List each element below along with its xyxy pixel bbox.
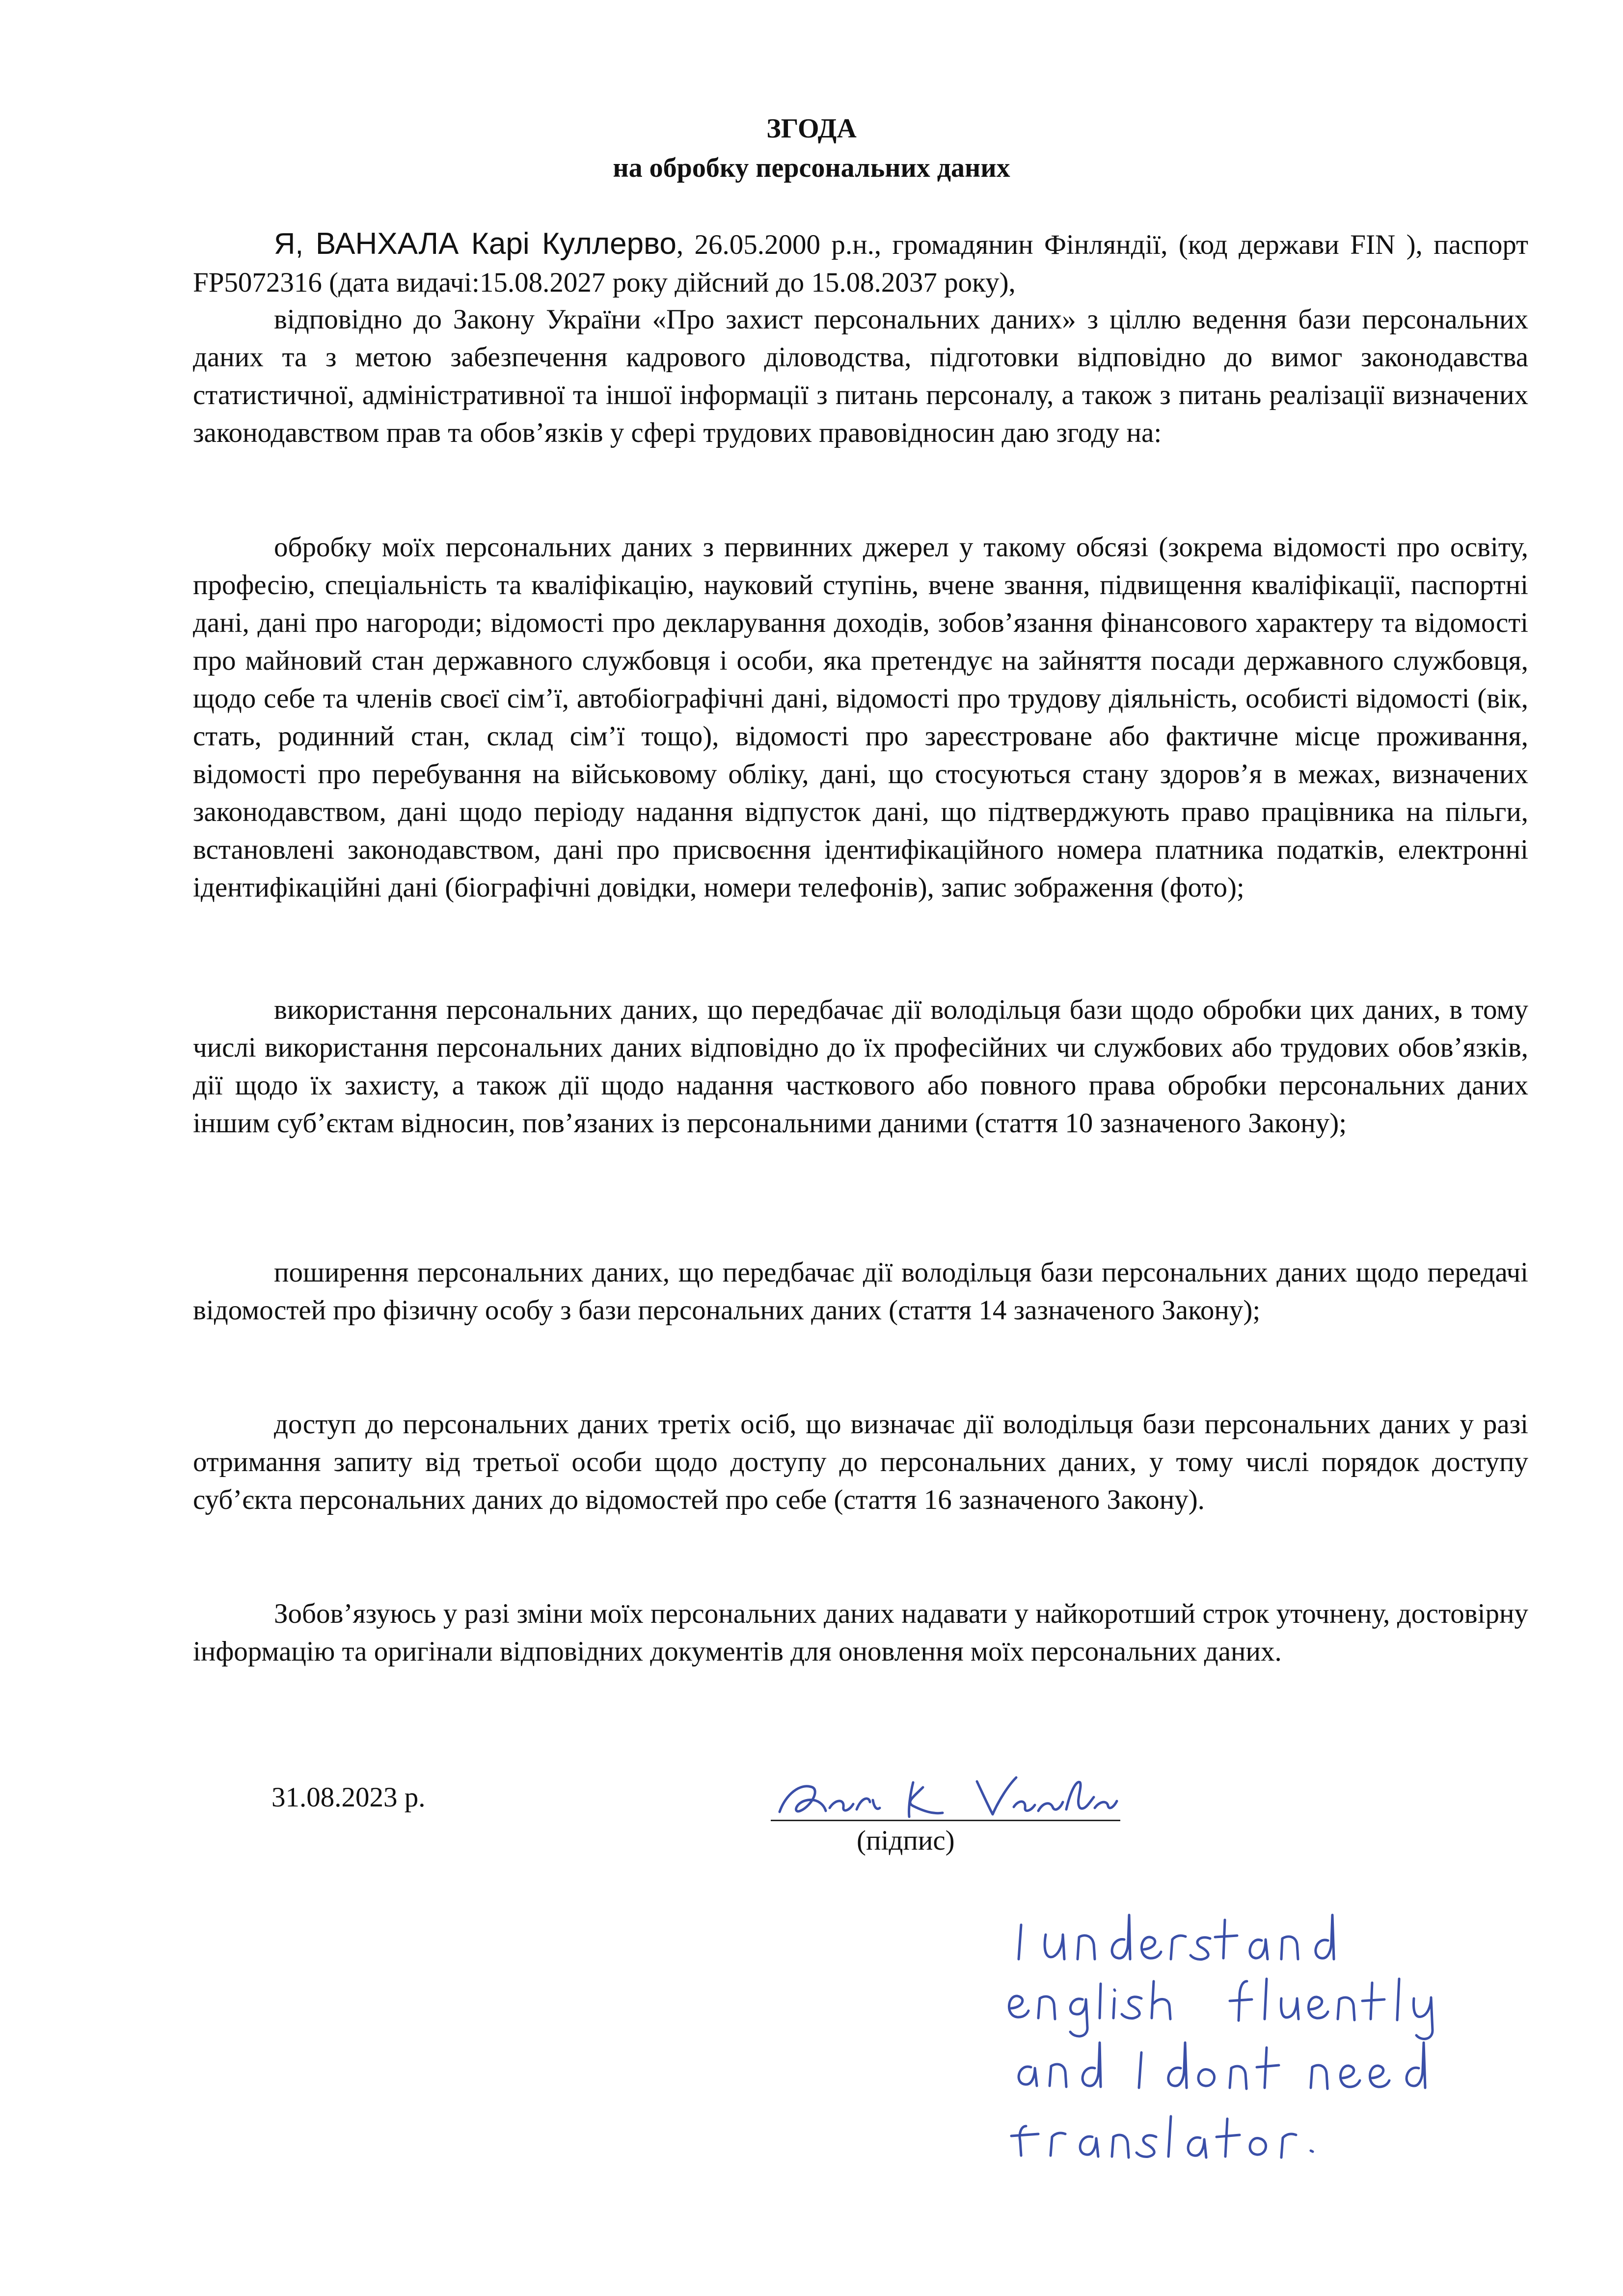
distribution-paragraph: поширення персональних даних, що передбачає дії володільця бази персональних даних щодо передачі відомостей про фізичну особу з бази персональних даних (стаття 14 зазначеного Закону); [193,1257,1528,1326]
document-subtitle: на обробку персональних даних [613,153,1010,183]
signature-caption: (підпис) [857,1825,955,1856]
intro-paragraph [193,225,1528,301]
document-date: 31.08.2023 р. [271,1782,426,1813]
handwritten-note [992,1895,1492,2200]
processing-paragraph: обробку моїх персональних даних з первинних джерел у такому обсязі (зокрема відомості про освіту, професію, спеціальність та кваліфікацію, науковий ступінь, вчене звання, підвищення кваліфікації, паспортні дані, дані про нагороди; відомості про декларування доходів, зобов’язання фінансового характеру та відомості про майновий стан державного службовця і особи, яка претендує на зайняття посади державного службовця, щодо себе та членів своєї сім’ї, автобіографічні дані, відомості про трудову діяльність, особисті відомості (вік, стать, родинний стан, склад сім’ї тощо), відомості про зареєстроване або фактичне місце проживання, відомості про перебування на військовому обліку, дані, що стосуються стану здоров’я в межах, визначених законодавством, дані щодо періоду надання відпусток дані, що підтверджують право працівника на пільги, встановлені законодавством, дані про присвоєння ідентифікаційного номера платника податків, електронні ідентифікаційні дані (біографічні довідки, номери телефонів), запис зображення (фото); [193,532,1528,903]
intro-lead: Я, [274,227,316,260]
signature-icon [766,1753,1129,1827]
access-paragraph: доступ до персональних даних третіх осіб, що визначає дії володільця бази персональних даних у разі отримання запиту від третьої особи щодо доступу до персональних даних, у тому числі порядок доступу суб’єкта персональних даних до відомостей про себе (стаття 16 зазначеного Закону). [193,1409,1528,1515]
signature-line [771,1820,1120,1821]
document-title: ЗГОДА [766,113,857,144]
intro-details: , 26.05.2000 р.н., громадянин Фінляндії, (код держави FIN ), паспорт FP5072316 (дата видачі:15.08.2027 року дійсний до 15.08.2037 року), [193,229,1528,298]
person-name: ВАНХАЛА Карі Куллерво [315,227,676,261]
law-paragraph: відповідно до Закону України «Про захист персональних даних» з ціллю ведення бази персональних даних та з метою забезпечення кадрового діловодства, підготовки відповідно до вимог законодавства статистичної, адміністративної та іншої інформації з питань персоналу, а також з питань реалізації визначених законодавством прав та обов’язків у сфері трудових правовідносин даю згоду на: [193,304,1528,448]
obligation-paragraph: Зобов’язуюсь у разі зміни моїх персональних даних надавати у найкоротший строк уточнену, достовірну інформацію та оригінали відповідних документів для оновлення моїх персональних даних. [193,1598,1528,1667]
use-paragraph: використання персональних даних, що передбачає дії володільця бази щодо обробки цих даних, в тому числі використання персональних даних відповідно до їх професійних чи службових або трудових обов’язків, дії щодо їх захисту, а також дії щодо надання часткового або повного права обробки персональних даних іншим суб’єктам відносин, пов’язаних із персональними даними (стаття 10 зазначеного Закону); [193,994,1528,1139]
